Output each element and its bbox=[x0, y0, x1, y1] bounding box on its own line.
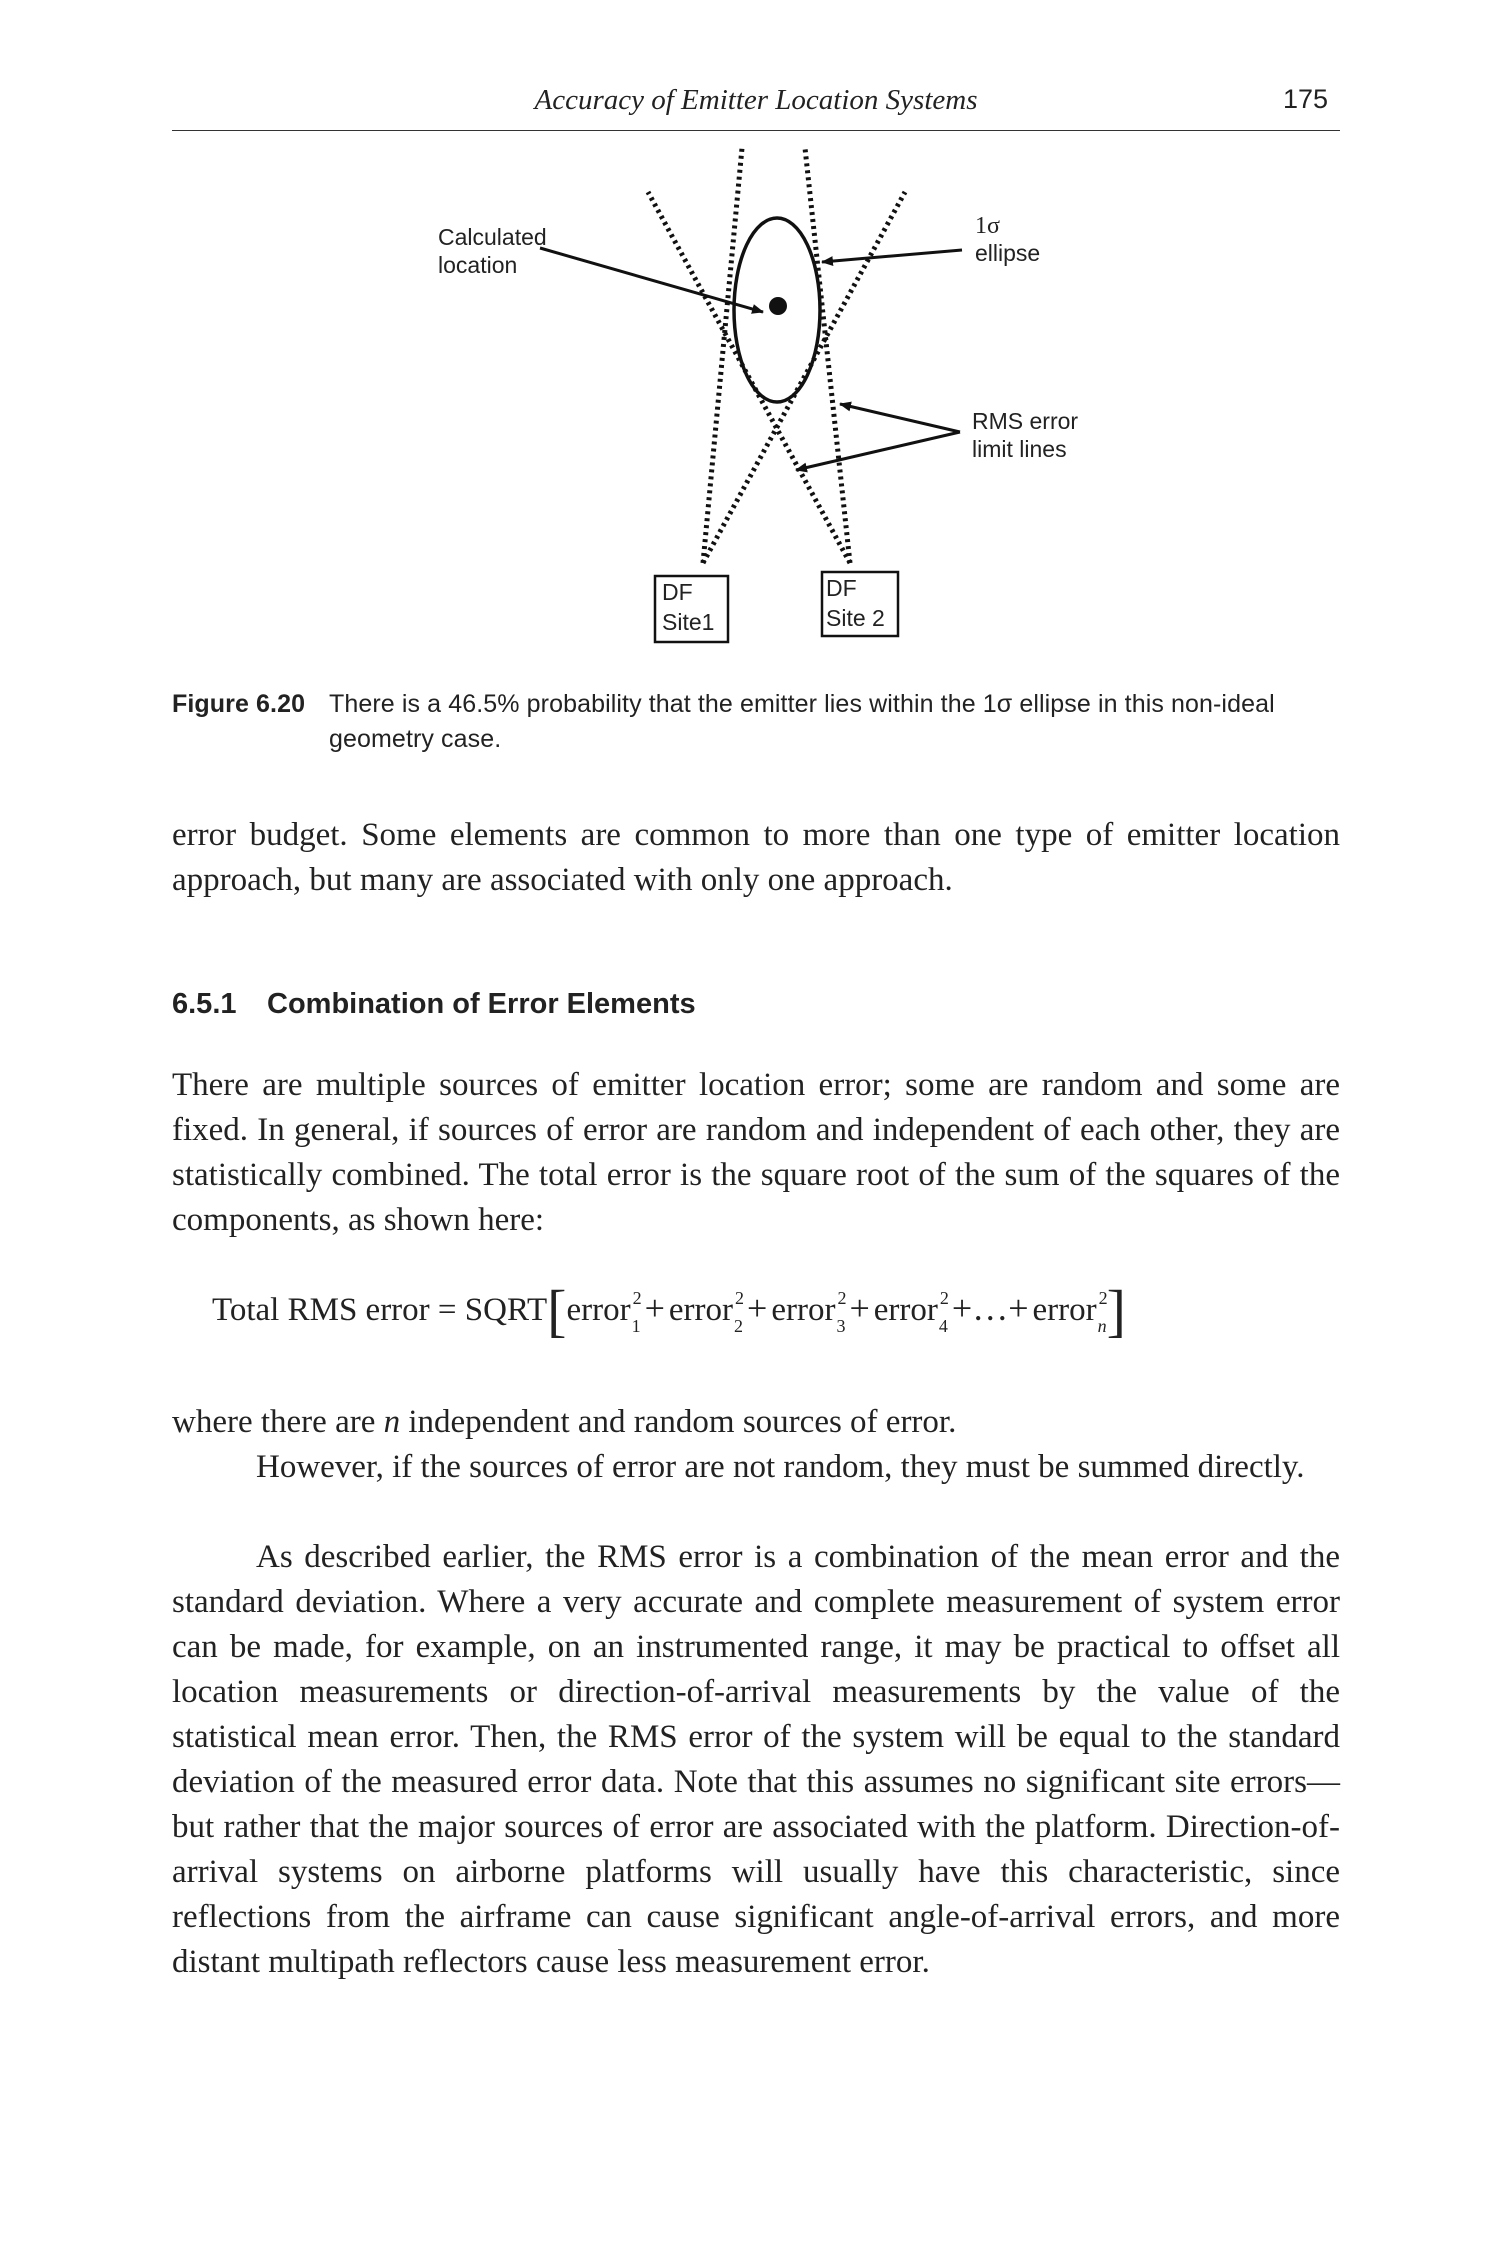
equation-open-bracket: [ bbox=[547, 1278, 567, 1343]
rms-error-label-line1: RMS error bbox=[972, 408, 1079, 434]
running-title: Accuracy of Emitter Location Systems bbox=[534, 84, 978, 116]
calculated-location-label-line1: Calculated bbox=[438, 224, 547, 250]
df-site2-label-line1: DF bbox=[826, 575, 857, 601]
section-title: Combination of Error Elements bbox=[267, 988, 696, 1020]
rms-error-label-line2: limit lines bbox=[972, 436, 1067, 462]
df-site1-label-line2: Site1 bbox=[662, 609, 715, 635]
sigma-ellipse-arrow bbox=[822, 250, 962, 262]
equation-term-3: error $^2_3$ bbox=[771, 1288, 847, 1336]
calculated-location-label-line2: location bbox=[438, 252, 518, 278]
equation-lhs: Total RMS error = SQRT bbox=[212, 1292, 548, 1328]
section-number: 6.5.1 bbox=[172, 988, 237, 1020]
paragraph-error-sources: There are multiple sources of emitter location error; some are random and some are fixed. In general, if sources of error are random and independent of each other, they are statistically combined. The total error is the square root of the sum of the squares of the components, as shown here: bbox=[172, 1067, 1340, 1238]
caption-label: Figure 6.20 bbox=[172, 690, 306, 718]
equation-close-bracket: ] bbox=[1106, 1278, 1126, 1343]
caption-text: There is a 46.5% probability that the emitter lies within the 1σ ellipse in this non-ideal geometry case. bbox=[329, 690, 1275, 753]
df-site1-label-line1: DF bbox=[662, 579, 693, 605]
paragraph-not-random: However, if the sources of error are not random, they must be summed directly. bbox=[256, 1449, 1305, 1485]
sigma-ellipse-label-line2: ellipse bbox=[975, 240, 1041, 266]
rms-arrow-upper bbox=[840, 404, 960, 432]
equation-term-n: error $^2_n$ bbox=[1032, 1288, 1108, 1336]
equation-ellipsis: +…+ bbox=[951, 1288, 1029, 1328]
variable-n: n bbox=[383, 1404, 401, 1440]
paragraph-rms-combination: As described earlier, the RMS error is a combination of the mean error and the standard deviation. Where a very accurate and complete measurement of system error can be made, for example, on an instrumented range, it may be practical to offset all location measurements or direction-of-arrival measurements by the value of the statistical mean error. Then, the RMS error of the system will be equal to the standard deviation of the measured error data. Note that this assumes no significant site errors—but rather that the major sources of error are associated with the platform. Direction-of-arrival systems on airborne platforms will usually have this characteristic, since reflections from the airframe can cause significant angle-of-arrival errors, and more distant multipath reflectors cause less measurement error. bbox=[172, 1539, 1340, 1980]
calculated-location-arrow bbox=[540, 248, 763, 312]
paragraph-error-budget: error budget. Some elements are common to more than one type of emitter location approach, but many are associated with only one approach. bbox=[172, 817, 1340, 898]
equation-plus-3: + bbox=[849, 1288, 870, 1328]
rms-equation bbox=[212, 1278, 1332, 1352]
figure-6-20 bbox=[0, 0, 1500, 680]
equation-plus-1: + bbox=[644, 1288, 665, 1328]
paragraph-where-n: where there are n independent and random sources of error. bbox=[172, 1404, 957, 1440]
df-site2-label-line2: Site 2 bbox=[826, 605, 885, 631]
sigma-ellipse-label-line1: 1σ bbox=[975, 213, 1000, 239]
rms-arrow-lower bbox=[796, 432, 960, 470]
equation-term-2: error $^2_2$ bbox=[668, 1288, 745, 1336]
equation-term-1: error $^2_1$ bbox=[566, 1288, 642, 1336]
calculated-location-dot bbox=[769, 297, 787, 315]
equation-plus-2: + bbox=[747, 1288, 768, 1328]
site2-limit-line-right bbox=[805, 148, 850, 563]
equation-term-4: error $^2_4$ bbox=[873, 1288, 949, 1336]
section-heading bbox=[172, 988, 696, 1021]
page-number: 175 bbox=[1282, 84, 1328, 114]
